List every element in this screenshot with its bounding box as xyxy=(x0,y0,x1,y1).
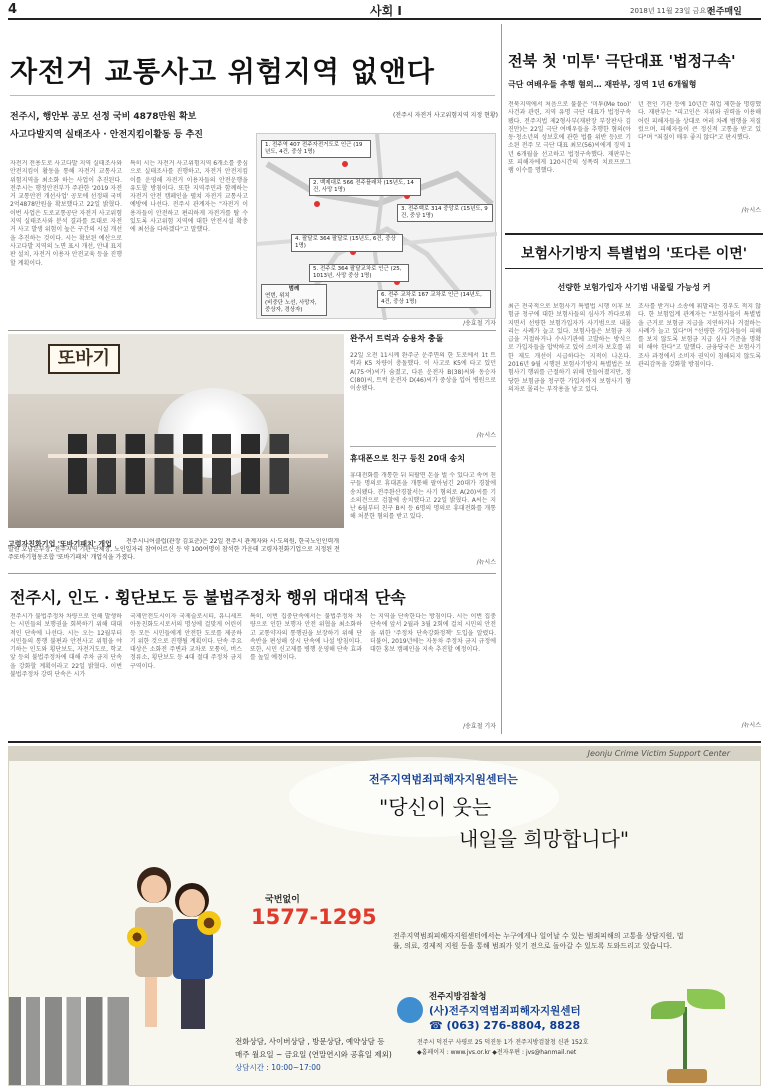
sunflower-icon-2 xyxy=(127,927,147,947)
center-logo-icon xyxy=(397,997,423,1023)
metoo-col-2: 년 전인 기관 등에 10년간 취업 제한을 명령했다. 재판부는 "피고인은 지위와 권력을 이용해 어린 피해자들을 상대로 여러 차례 범행을 저질렀으며, 피해자들이 큰 정신적 고통을 받고 있다"며 "죄질이 매우 좋지 않다"고 판시했다. xyxy=(638,101,761,142)
parking-byline: /송효철 기자 xyxy=(463,723,496,730)
ad-slogan-line-2: 내일을 희망합니다" xyxy=(459,827,630,851)
map-legend xyxy=(261,284,327,316)
section-title: 사회 Ⅰ xyxy=(370,4,402,18)
map-site-4: 4. 팔달로 364 팔달로 (15년도, 6건, 중상 1명) xyxy=(291,234,403,252)
ad-org-name: 전주지역범죄피해자지원센터는 xyxy=(369,773,518,786)
ad-web-contact: ◆홈페이지 : www.jvs.or.kr ◆전자우편 : jvs@hanmail.net xyxy=(417,1049,577,1056)
masthead-rule xyxy=(8,18,761,20)
legend-line-1: 연번, 위치 xyxy=(265,293,290,299)
ad-center-phone: ☎ (063) 276-8804, 8828 xyxy=(429,1019,581,1032)
ribbon xyxy=(48,454,328,458)
leaf-icon-2 xyxy=(687,989,725,1009)
lead-col-1: 자전거 전용도로 사고다발 지역 실태조사와 안전지킴이 활동을 통해 자전거 교통사고 위험지역을 최소화 하는 사업이 추진된다. 전주시는 행정안전부가 주관한 '2019 자전거 교통안전 개선사업' 공모에 선정돼 국비 2억4878만원을 확보했다고 22일 밝혔다. 이번 사업은 도로교통공단 자전거 사고위험지역 실태조사와 분석 결과를 토대로 자전거 사고 발생 위험이 높은 구간의 시설 개선을 추진하는 것이다. 시는 확보된 예산으로 사고다발 지역의 노면 표시 개선, 안내 표지판 설치, 자전거 이용자 안전교육 등을 진행할 계획이다. xyxy=(10,160,122,267)
parking-col-3: 특히, 이번 집중단속에서는 불법주정차 차량으로 인한 보행자 안전 위협을 최소화하고 교통약자의 통행권을 보장하기 위해 단속반을 편성해 상시 단속에 나설 방침이다. 또한, 시민 신고제를 병행 운영해 단속 효과를 높일 예정이다. xyxy=(250,613,362,662)
brief2-byline: /뉴시스 xyxy=(476,559,496,566)
ad-hours: 매주 월요일 ~ 금요일 (연말연시와 공휴일 제외) xyxy=(235,1050,392,1059)
victim-support-ad xyxy=(8,746,761,1086)
parking-col-2: 국제안전도시이자 국제슬로시티, 유니세프 아동친화도시로서의 명성에 걸맞게 어린이 등 모든 시민들에게 안전한 도로를 제공하기 위한 것으로 진행될 계획이다. 단속 주요 대상은 소화전 주변과 교차로 모퉁이, 버스정류소, 횡단보도 등 4대 절대 주정차 금지구역이다. xyxy=(130,613,242,670)
brief1-byline: /뉴시스 xyxy=(476,432,496,439)
brief1-title: 완주서 트럭과 승용차 충돌 xyxy=(350,334,444,343)
lead-subheadline-1: 전주시, 행안부 공모 선정 국비 4878만원 확보 xyxy=(10,112,197,122)
map-site-5: 5. 전주로 364 팔달교차로 인근 (25, 1013년, 사망 중상 1명) xyxy=(309,264,409,282)
ad-description: 전주지역범죄피해자지원센터에서는 누구에게나 일어날 수 있는 범죄피해의 고통을 상담지원, 법률, 의료, 경제적 지원 등을 통해 범죄가 잊기 전으로 돌아갈 수 있도록 도와드리고 있습니다. xyxy=(393,932,684,950)
ad-center-name: (사)전주지역범죄피해자지원센터 xyxy=(429,1005,581,1017)
brief2-body: 휴대전화를 개통한 뒤 되팔면 돈을 벌 수 있다고 속여 친구들 명의로 휴대폰을 개통해 팔아넘긴 20대가 경찰에 송치됐다. 전주완산경찰서는 사기 혐의로 A(20)씨를 기소의견으로 검찰에 송치했다고 22일 밝혔다. A씨는 지난 6월부터 친구 B씨 등 6명의 명의로 휴대전화를 개통해 처분한 혐의를 받고 있다. xyxy=(350,472,496,521)
parking-col-1: 전주시가 불법주정차 차량으로 인해 발생하는 시민들의 보행권을 회복하기 위해 대대적인 단속에 나선다. 시는 오는 12월부터 시민들의 통행 불편과 안전사고 위험을 야기하는 인도와 횡단보도, 자전거도로, 학교 앞 등의 불법주정차에 대해 주차 금지 단속을 강화할 계획이라고 22일 밝혔다. 이번 불법주정차 강력 단속은 시가 xyxy=(10,613,122,679)
ad-service-info xyxy=(235,1035,392,1074)
insurance-col-1: 최근 전국적으로 보험사기 특별법 시행 이후 보험금 청구에 대한 보험사들의 심사가 까다로워지면서 선량한 보험가입자가 사기범으로 내몰리는 사례가 늘고 있다. 보험사들은 보험금 지급을 거절하거나 수사기관에 고발하는 방식으로 가입자들을 압박하고 있어 소비자 보호를 위한 제도 개선이 시급하다는 지적이 나온다. 2016년 9월 시행된 보험사기방지 특별법은 보험사기 행위를 근절하기 위해 만들어졌지만, 정당한 보험금을 청구한 가입자까지 보험사기 혐의자로 몰리는 부작용을 낳고 있다. xyxy=(508,303,631,393)
girl-legs xyxy=(145,977,157,1027)
insurance-subheadline: 선량한 보험가입자 사기범 내몰릴 가능성 커 xyxy=(557,283,711,292)
ad-slogan-line-1: "당신이 웃는 xyxy=(379,795,492,819)
attendees xyxy=(68,434,308,494)
ad-hotline: 1577-1295 xyxy=(251,905,377,929)
lead-headline: 자전거 교통사고 위험지역 없앤다 xyxy=(10,55,435,88)
map-site-6: 6. 전주 교차로 167 교차로 인근 (14년도, 4건, 중상 1명) xyxy=(377,290,491,308)
metoo-byline: /뉴시스 xyxy=(741,207,761,214)
lead-col-2: 특히 시는 자전거 사고위험지역 6개소를 중심으로 실태조사를 진행하고, 자전거 안전지킴이를 운영해 자전거 이용자들의 안전운행을 유도할 방침이다. 또한 지역주민과 함께하는 자전거 안전 캠페인을 펼쳐 자전거 교통사고 예방에 나선다. 전주시 관계자는 "자전거 이용자들이 안전하고 편리하게 자전거를 탈 수 있도록 사고위험 지역에 대한 안전시설 확충에 최선을 다하겠다"고 말했다. xyxy=(130,160,248,234)
metoo-subheadline: 극단 여배우들 추행 혐의… 재판부, 징역 1년 6개월형 xyxy=(508,80,697,89)
photo-caption: 전주시니어클럽(관장 김효춘)은 22일 전주시 관계자와 시·도의원, 한국노인인력개발원 호남본부장, 전주지역 기관·단체장, 노인일자리 참여어르신 등 약 100여명이 참석한 가운데 고령자친화기업으로 지정된 전주또바기협동조합 '또바기패치' 개업식을 가졌다. xyxy=(8,538,340,561)
lead-subheadline-2: 사고다발지역 실태조사 · 안전지킴이활동 등 추진 xyxy=(10,130,203,140)
parking-col-4: 는 지역을 단속한다는 방침이다. 시는 이번 집중단속에 앞서 2월과 3월 2회에 걸쳐 시민의 안전을 위한 '주정차 단속강화정책' 도입을 알렸다. 더불어, 2019년에는 자동차 주정차 금지 규정에 대한 홍보 캠페인을 지속 추진할 예정이다. xyxy=(370,613,496,654)
column-separator xyxy=(501,24,502,734)
metoo-col-1: 전북지역에서 처음으로 불붙은 '미투(Me too)' 사건과 관련, 지역 유명 극단 대표가 법정구속됐다. 전주지법 제2형사부(재판장 부장판사 김진만)는 22일 극단 여배우들을 추행한 혐의(아동·청소년의 성보호에 관한 법률 위반 등)로 기소된 전주 모 극단 대표 최모(56)씨에게 징역 1년 6개월을 선고하고 법정구속했다. 재판부는 또 피해자에게 120시간의 성폭력 치료프로그램 이수를 명했다. xyxy=(508,101,631,175)
brief1-body: 22일 오전 11시께 완주군 운주면의 한 도로에서 1t 트럭과 K5 차량이 충돌했다. 이 사고로 K5에 타고 있던 A(75·여)씨가 숨졌고, 다른 운전자 B(38)씨와 동승자 C(80)씨, 트럭 운전자 D(46)씨가 중상을 입어 병원으로 이송됐다. xyxy=(350,352,496,393)
map-site-1: 1. 전주역 407 전주자전거도로 인근 (19년도, 4건, 중상 1명) xyxy=(261,140,371,158)
parking-headline: 전주시, 인도 · 횡단보도 등 불법주정차 행위 대대적 단속 xyxy=(10,588,406,607)
girl-face xyxy=(141,875,167,903)
map-caption: (전주시 자전거 사고위험지역 지정 현황) xyxy=(392,112,498,119)
ad-toll-free-label: 국번없이 xyxy=(265,895,300,905)
ad-address: 전주시 덕진구 사평로 25 덕진동 1가 전주지방검찰청 신관 152호 xyxy=(417,1039,589,1046)
page-number: 4 xyxy=(8,2,18,17)
accident-map xyxy=(256,133,496,319)
legend-title: 범례 xyxy=(288,286,300,292)
boy-legs xyxy=(181,979,205,1029)
ad-top-rule xyxy=(8,741,761,743)
sunflower-icon xyxy=(197,911,221,935)
metoo-headline: 전북 첫 '미투' 극단대표 '법정구속' xyxy=(508,52,736,70)
city-skyline xyxy=(9,997,129,1085)
map-site-3: 3. 전주백로 314 중앙로 (15년도, 9건, 중상 1명) xyxy=(397,204,493,222)
pot xyxy=(667,1069,707,1083)
lead-byline: /송효철 기자 xyxy=(463,320,496,327)
opening-ceremony-photo xyxy=(8,334,344,528)
legend-line-2: (비중단 노선, 사망자, 중상자, 경상자) xyxy=(265,300,317,313)
masthead xyxy=(8,4,761,18)
sprout-illustration xyxy=(641,987,731,1085)
map-site-2: 2. 백제대로 566 전주플래차 (15년도, 14건, 사망 1명) xyxy=(309,178,421,196)
lead-divider xyxy=(10,95,495,96)
insurance-byline: /뉴시스 xyxy=(741,722,761,729)
children-illustration xyxy=(127,847,227,1037)
photo-caption-title: 고령자친화기업 '또바기패치' 개업 xyxy=(8,540,112,548)
insurance-col-2: 조사를 받거나 소송에 휘말리는 경우도 적지 않다. 한 보험업계 관계자는 "보험사들이 특별법을 근거로 보험금 지급을 지연하거나 거절하는 사례가 늘고 있다"며 "선량한 가입자들이 피해를 보지 않도록 보험금 지급 심사 기준을 명확히 해야 한다"고 말했다. 금융당국은 보험사기 조사 과정에서 소비자 권익이 침해되지 않도록 관리감독을 강화할 방침이다. xyxy=(638,303,761,369)
ad-time: 상담시간 : 10:00~17:00 xyxy=(235,1063,321,1072)
parking-top-rule xyxy=(8,573,496,574)
sprout-stem xyxy=(683,1007,687,1077)
photo-top-rule xyxy=(8,330,496,331)
paper-name: 전주매일 xyxy=(707,7,742,17)
brief-divider xyxy=(350,446,496,447)
ad-services: 전화상담, 사이버상담 , 방문상담, 예약상담 등 xyxy=(235,1037,385,1046)
issue-date: 2018년 11월 23일 금요일 xyxy=(630,7,713,15)
ad-prosecutor-office: 전주지방검찰청 xyxy=(429,992,487,1002)
leaf-icon xyxy=(651,1001,685,1019)
store-sign: 또바기 xyxy=(48,344,120,374)
insurance-headline: 보험사기방지 특별법의 '또다른 이면' xyxy=(520,246,748,262)
brief2-title: 휴대폰으로 친구 등친 20대 송치 xyxy=(350,454,466,463)
ad-english-title: Jeonju Crime Victim Support Center xyxy=(587,749,730,758)
